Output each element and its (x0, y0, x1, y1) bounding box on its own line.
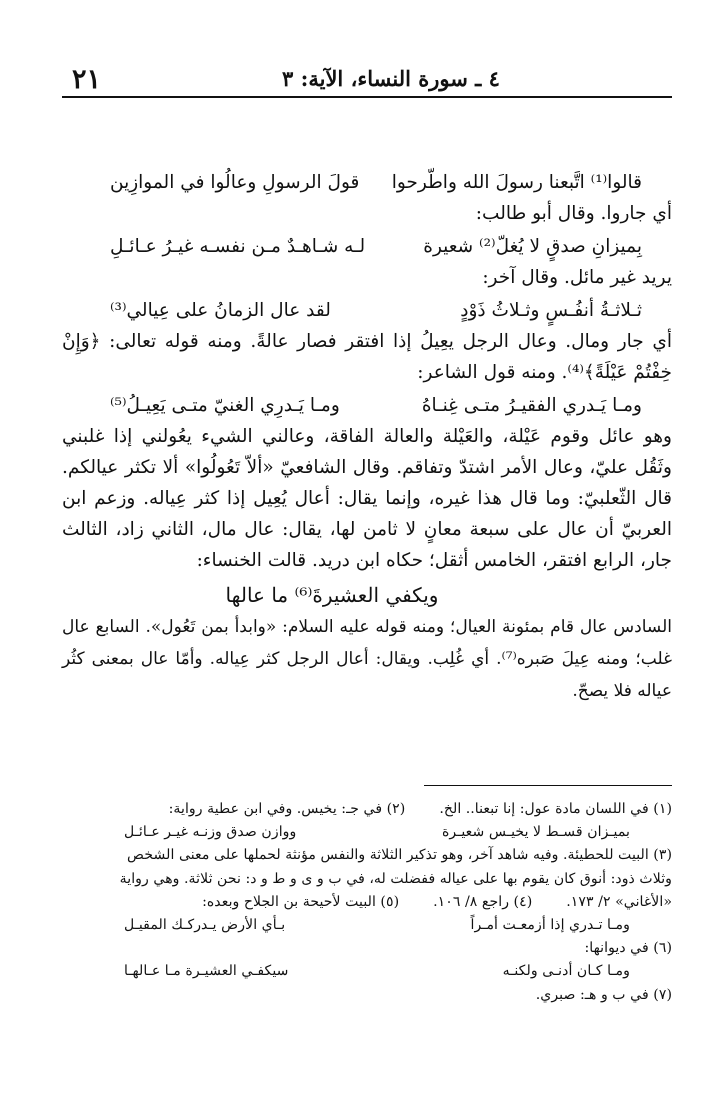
footnote-verse (62, 960, 672, 983)
prose-line: أي جاروا. وقال أبو طالب: (475, 203, 672, 224)
verse-3 (62, 295, 672, 326)
footnote-3: (٣) البيت للحطيئة. وفيه شاهد آخر، وهو تذكير الثلاثة والنفس مؤنثة لحملها على معنى الشخص (126, 847, 672, 864)
page-number: ٢١ (72, 64, 102, 95)
footnote-7: (٧) في ب و هـ: صبري. (535, 986, 672, 1003)
footnote-verse-first: ومـا تـدري إذا أزمعـت أمـراً (470, 917, 630, 934)
footnote-row (62, 798, 672, 821)
footnote-row (62, 891, 672, 914)
footnote-1: (١) في اللسان مادة عول: إنا تبعنا.. الخ. (439, 801, 672, 817)
footnote-3-cont: وثلاث ذود: أنوق كان يقوم بها على عياله ففضلت له، في ب و ى و ط و د: نحن ثلاثة. وهي رواية (119, 870, 672, 887)
footnote-2: (٢) في جـ: يخيس. وفي ابن عطية رواية: (168, 801, 406, 817)
footnote-5: (٥) البيت لأحيحة بن الجلاح وبعده: (202, 893, 400, 910)
verse-2-second-hemistich: لـه شـاهـدٌ مـن نفسـه غيـرُ عـائـلِ (110, 236, 366, 257)
footnote-6: (٦) في ديوانها: (584, 940, 672, 957)
footnote-verse (62, 914, 672, 937)
verse-1-second-hemistich: قولَ الرسولِ وعالُوا في الموازِين (110, 172, 360, 193)
prose-line: يريد غير مائل. وقال آخر: (482, 267, 672, 288)
verse-4-first-hemistich: ومـا يَـدري الفقيـرُ متـى غِنـاهُ (421, 395, 642, 416)
verse-4 (62, 390, 672, 421)
footnotes (62, 798, 672, 1007)
verse-2 (62, 231, 672, 262)
footnote-3-end: «الأغاني» ٢/ ١٧٣. (566, 893, 672, 910)
paragraph: أي جار ومال. وعال الرجل يعِيلُ إذا افتقر فصار عالةً. ومنه قوله تعالى: ﴿وَإِنْ خِفْتُمْ عَيْلَةً﴾⁽⁴⁾. ومنه قول الشاعر: (62, 331, 672, 383)
footnote-verse (62, 821, 672, 844)
paragraph: السادس عال قام بمئونة العيال؛ ومنه قوله عليه السلام: «وابدأ بمن تَعُول». السابع عال غلب؛ ومنه عِيلَ صَبره⁽⁷⁾. أي غُلِب. ويقال: أعال الرجل كثر عِياله. وأمّا عال بمعنى كثُر عياله فلا يصحّ. (62, 617, 673, 701)
verse-1 (62, 167, 672, 198)
centered-verse: ويكفي العشيرةَ⁽⁶⁾ ما عالها (225, 583, 439, 607)
footnote-verse-second: سيكفـي العشيـرة مـا عـالهـا (124, 963, 289, 980)
footnote-verse-first: بميـزان قسـط لا يخيـس شعيـرة (441, 824, 630, 841)
footnote-rule (424, 785, 672, 786)
verse-4-second-hemistich: ومـا يَـدرِي الغنيّ متـى يَعِيـلُ⁽⁵⁾ (110, 395, 340, 416)
paragraph: وهو عائل وقوم عَيْلة، والعَيْلة والعالة الفاقة، وعالني الشيء يعُولني إذا غلبني وثَقُل عليّ، وعال الأمر اشتدّ وتفاقم. وقال الشافعيّ «ألاّ تَعُولُوا» ألا تكثر عيالكم. قال الثّعلبيّ: وما قال هذا غيره، وإنما يقال: أعال يُعِيل إذا كثر عِياله. وزعم ابن العربيّ أن عال على سبعة معانٍ لا ثامن لها، يقال: عال مال، الثاني زاد، الثالث جار، الرابع افتقر، الخامس أثقل؛ حكاه ابن دريد. قالت الخنساء: (62, 426, 672, 571)
verse-2-first-hemistich: بِميزانِ صدقٍ لا يُغلّ⁽²⁾ شعيرة (423, 236, 642, 257)
footnote-verse-second: ووازن صدق وزنـه غيـر عـائـل (124, 824, 297, 841)
footnote-verse-first: ومـا كـان أدنـى ولكنـه (502, 963, 630, 980)
footnote-verse-second: بـأي الأرض يـدركـك المقيـل (124, 917, 286, 934)
footnote-4: (٤) راجع ٨/ ١٠٦. (433, 893, 533, 910)
verse-3-first-hemistich: ثـلاثـةُ أنفُـسٍ وثـلاثُ ذَوْدٍ (460, 300, 642, 321)
header-title: ٤ ـ سورة النساء، الآية: ٣ (282, 66, 500, 91)
running-header (62, 62, 672, 102)
verse-1-first-hemistich: قالوا⁽¹⁾ اتَّبعنا رسولَ الله واطّرحوا (391, 172, 642, 193)
header-rule (62, 96, 672, 98)
verse-3-second-hemistich: لقد عال الزمانُ على عِيالي⁽³⁾ (110, 300, 331, 321)
main-text (62, 165, 672, 707)
